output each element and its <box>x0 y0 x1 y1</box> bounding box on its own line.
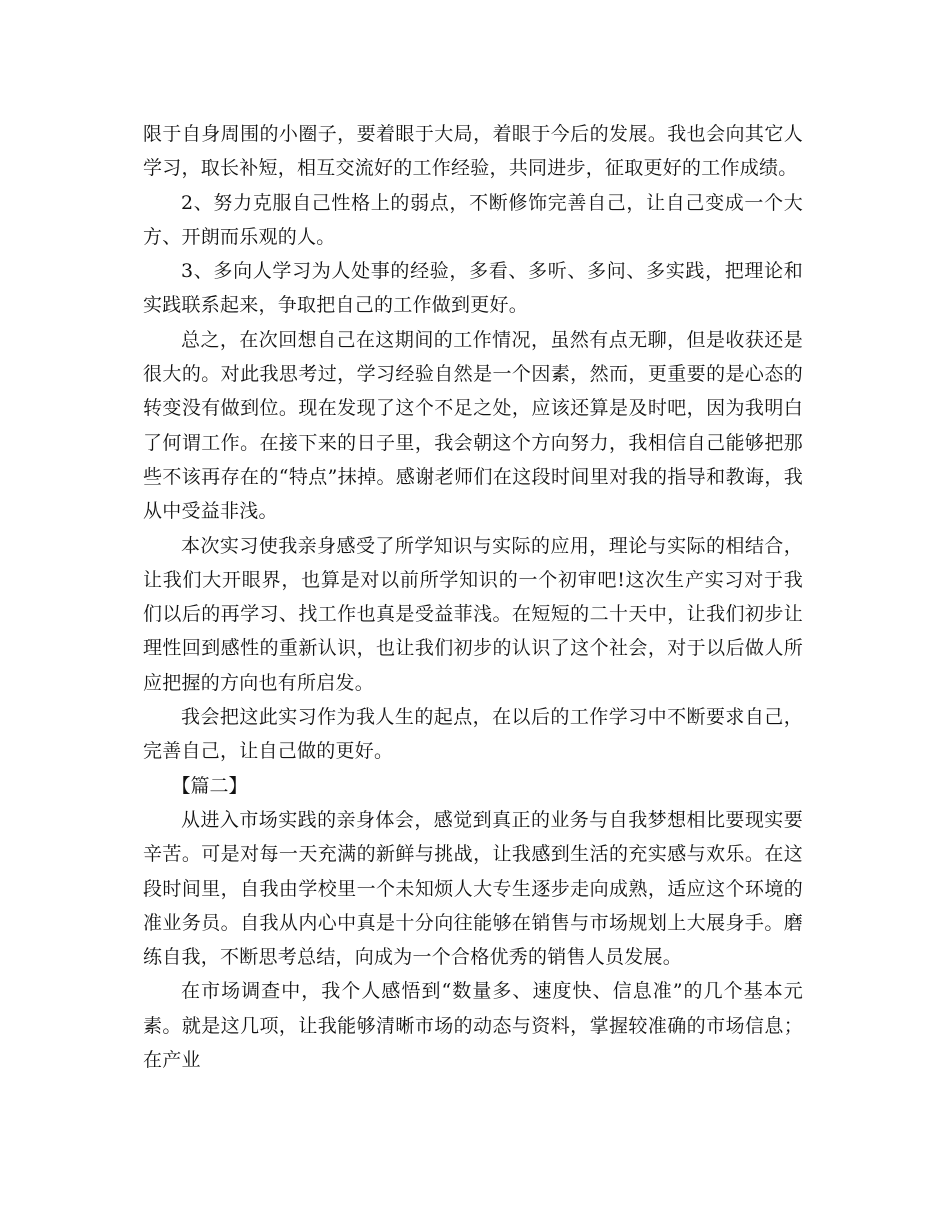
paragraph-conclusion: 我会把这此实习作为我人生的起点，在以后的工作学习中不断要求自己，完善自己，让自己做的更好。 <box>143 706 803 763</box>
paragraph-continued: 限于自身周围的小圈子，要着眼于大局，着眼于今后的发展。我也会向其它人学习，取长补短，相互交流好的工作经验，共同进步，征取更好的工作成绩。 <box>143 123 803 180</box>
paragraph-internship-reflection: 本次实习使我亲身感受了所学知识与实际的应用，理论与实际的相结合，让我们大开眼界，也算是对以前所学知识的一个初审吧!这次生产实习对于我们以后的再学习、找工作也真是受益菲浅。在短短的二十天中，让我们初步让理性回到感性的重新认识，也让我们初步的认识了这个社会，对于以后做人所应把握的方向也有所启发。 <box>143 534 803 694</box>
paragraph-market-practice: 从进入市场实践的亲身体会，感觉到真正的业务与自我梦想相比要现实要辛苦。可是对每一天充满的新鲜与挑战，让我感到生活的充实感与欢乐。在这段时间里，自我由学校里一个未知烦人大专生逐步走向成熟，适应这个环境的准业务员。自我从内心中真是十分向往能够在销售与市场规划上大展身手。磨练自我，不断思考总结，向成为一个合格优秀的销售人员发展。 <box>143 808 803 969</box>
paragraph-market-survey: 在市场调查中，我个人感悟到“数量多、速度快、信息准”的几个基本元素。就是这几项，让我能够清晰市场的动态与资料，掌握较准确的市场信息；在产业 <box>143 980 803 1072</box>
paragraph-point-2: 2、努力克服自己性格上的弱点，不断修饰完善自己，让自己变成一个大方、开朗而乐观的人。 <box>143 191 803 248</box>
section-title: 【篇二】 <box>171 774 248 797</box>
document-body <box>143 117 803 1077</box>
paragraph-summary: 总之，在次回想自己在这期间的工作情况，虽然有点无聊，但是收获还是很大的。对此我思考过，学习经验自然是一个因素，然而，更重要的是心态的转变没有做到位。现在发现了这个不足之处，应该还算是及时吧，因为我明白了何谓工作。在接下来的日子里，我会朝这个方向努力，我相信自己能够把那些不该再存在的“特点”抹掉。感谢老师们在这段时间里对我的指导和教诲，我从中受益非浅。 <box>143 328 803 523</box>
paragraph-point-3: 3、多向人学习为人处事的经验，多看、多听、多问、多实践，把理论和实践联系起来，争取把自己的工作做到更好。 <box>143 260 803 317</box>
